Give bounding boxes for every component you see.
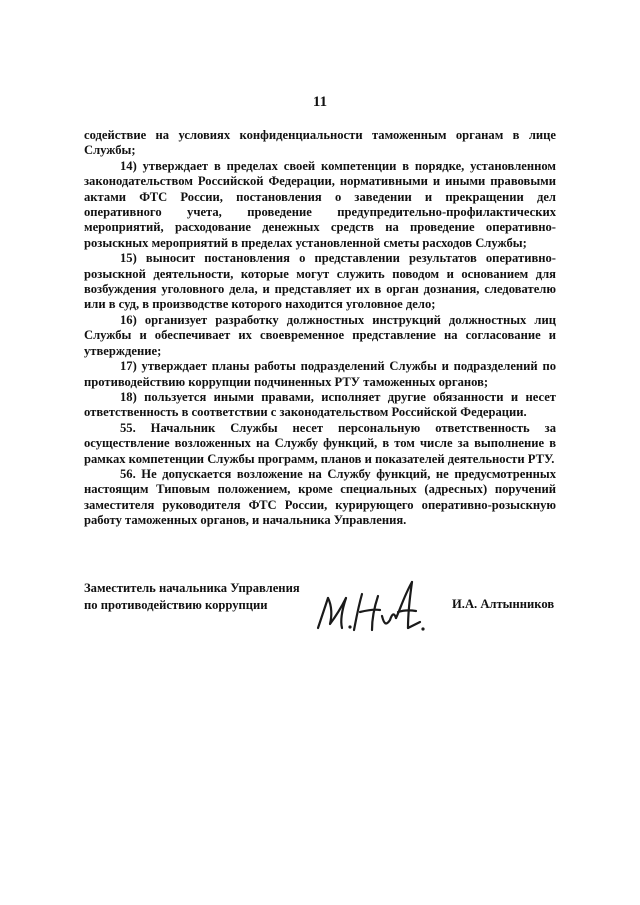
paragraph-item-15: 15) выносит постановления о представлении результатов оперативно-розыскной деятельности, которые могут служить поводом и основанием для возбуждения уголовного дела, и представляет их в орган дознания, следователю или в суд, в производстве которого находится уголовное дело; <box>84 251 556 312</box>
handwritten-signature <box>312 576 442 640</box>
paragraph-continuation: содействие на условиях конфиденциальности таможенным органам в лице Службы; <box>84 128 556 158</box>
paragraph-clause-55: 55. Начальник Службы несет персональную ответственность за осуществление возложенных на Службу функций, в том числе за выполнение в рамках компетенции Службы программ, планов и показателей деятельности РТУ. <box>84 420 556 466</box>
paragraph-item-16: 16) организует разработку должностных инструкций должностных лиц Службы и обеспечивает их своевременное представление на согласование и утверждение; <box>84 312 556 358</box>
signatory-name: И.А. Алтынников <box>452 597 555 611</box>
page-number: 11 <box>312 94 328 110</box>
signature-block <box>84 580 564 640</box>
signatory-title-line2: по противодействию коррупции <box>84 598 268 612</box>
signatory-title <box>84 580 300 614</box>
paragraph-item-18: 18) пользуется иными правами, исполняет другие обязанности и несет ответственность в соответствии с законодательством Российской Федерации. <box>84 389 556 420</box>
signatory-title-line1: Заместитель начальника Управления <box>84 581 300 595</box>
paragraph-clause-56: 56. Не допускается возложение на Службу функций, не предусмотренных настоящим Типовым положением, кроме специальных (адресных) поручений заместителя руководителя ФТС России, курирующего оперативно-розыскную работу таможенных органов, и начальника Управления. <box>84 466 556 528</box>
paragraph-item-17: 17) утверждает планы работы подразделений Службы и подразделений по противодействию коррупции подчиненных РТУ таможенных органов; <box>84 359 556 389</box>
paragraph-item-14: 14) утверждает в пределах своей компетенции в порядке, установленном законодательством Российской Федерации, нормативными и иными правовыми актами ФТС России, постановления о заведении и прекращении дел оперативного учета, проведение предупредительно-профилактических мероприятий, расходование денежных средств на проведение оперативно-розыскных мероприятий в пределах установленной сметы расходов Службы; <box>84 158 556 250</box>
document-body <box>84 128 556 529</box>
